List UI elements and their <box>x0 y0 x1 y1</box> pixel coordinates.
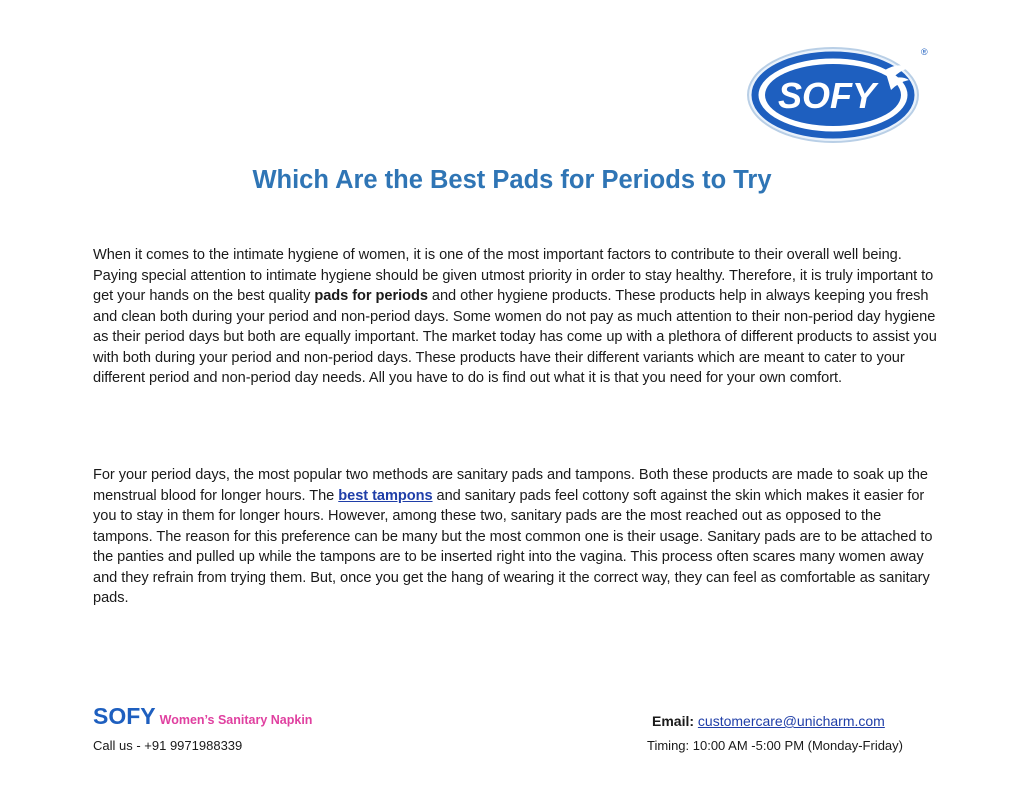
sofy-logo <box>745 40 930 145</box>
footer-brand-name: SOFY <box>93 703 156 729</box>
svg-text:®: ® <box>921 47 928 57</box>
page-title: Which Are the Best Pads for Periods to Try <box>252 166 772 194</box>
best-tampons-link[interactable]: best tampons <box>338 487 433 504</box>
intro-paragraph: When it comes to the intimate hygiene of women, it is one of the most important factors to contribute to their overall well being. Paying special attention to intimate hygiene should be given utmost priority in order to stay healthy. Therefore, it is truly important to get your hands on the best quality pads for periods and other hygiene products. These products help in always keeping you fresh and clean both during your period and non-period days. Some women do not pay as much attention to their non-period day hygiene as their period days but both are equally important. The market today has come up with a plethora of different products to assist you with both during your period and non-period days. These products have their different variants which are meant to cater to your different period and non-period day needs. All you have to do is find out what it is that you need for your own comfort. <box>93 247 937 386</box>
footer-email <box>652 713 885 729</box>
footer-brand <box>93 703 312 730</box>
footer-tagline: Women’s Sanitary Napkin <box>159 713 313 727</box>
email-link[interactable]: customercare@unicharm.com <box>697 713 885 729</box>
pads-for-periods-bold: pads for periods <box>314 288 428 304</box>
footer-timing: Timing: 10:00 AM -5:00 PM (Monday-Friday) <box>647 738 903 753</box>
svg-text:SOFY: SOFY <box>777 75 877 116</box>
email-label: Email: <box>652 713 695 729</box>
footer-phone: Call us - +91 9971988339 <box>93 738 243 753</box>
period-days-paragraph: For your period days, the most popular two methods are sanitary pads and tampons. Both these products are made to soak up the menstrual blood for longer hours. The best tampons and sanitary pads feel cottony soft against the skin which makes it easier for you to stay in them for longer hours. However, among these two, sanitary pads are the most reached out as opposed to the tampons. The reason for this preference can be many but the most common one is their usage. Sanitary pads are to be attached to the panties and pulled up while the tampons are to be inserted right into the vagina. This process often scares many women away and they refrain from trying them. But, once you get the hang of wearing it the correct way, they can feel as comfortable as sanitary pads. <box>93 467 933 606</box>
